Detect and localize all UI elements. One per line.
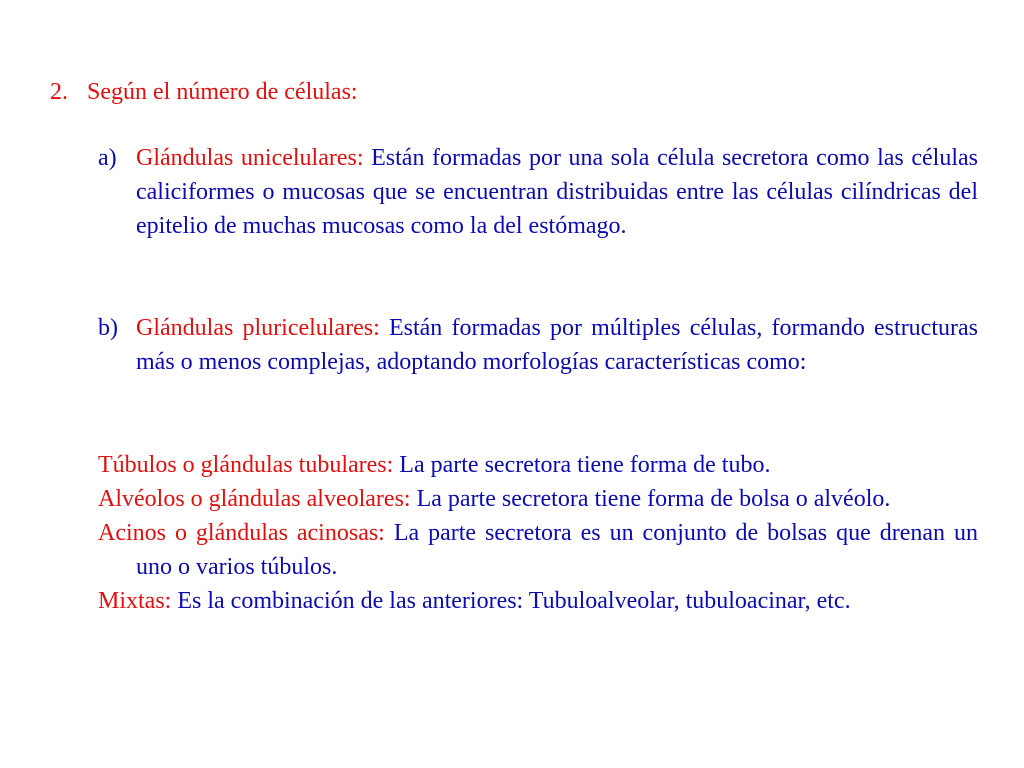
list-marker: b) <box>98 315 118 341</box>
type-term: Mixtas: <box>98 588 172 614</box>
gland-types-list <box>98 448 978 618</box>
term-description: Están formadas por múltiples células, formando estructuras más o menos complejas, adoptando morfologías características como: <box>136 315 978 375</box>
list-item-body <box>136 311 978 379</box>
section-heading <box>50 76 950 109</box>
list-marker: a) <box>98 145 117 171</box>
list-item-unicelulares <box>98 141 978 243</box>
type-description: Es la combinación de las anteriores: Tubuloalveolar, tubuloacinar, etc. <box>171 588 851 614</box>
term-label: Glándulas pluricelulares: <box>136 315 380 341</box>
type-entry-acinosas <box>98 516 978 584</box>
type-description: La parte secretora tiene forma de bolsa o alvéolo. <box>410 486 891 512</box>
type-entry-mixtas <box>98 584 978 618</box>
list-item-body <box>136 141 978 243</box>
term-description: Están formadas por una sola célula secretora como las células caliciformes o mucosas que se encuentran distribuidas entre las células cilíndricas del epitelio de muchas mucosas como la del estómago. <box>136 145 978 239</box>
type-entry-alveolares <box>98 482 978 516</box>
section-number: 2. <box>50 79 68 105</box>
type-term: Túbulos o glándulas tubulares: <box>98 452 394 478</box>
term-label: Glándulas unicelulares: <box>136 145 364 171</box>
type-description: La parte secretora tiene forma de tubo. <box>393 452 771 478</box>
list-item-pluricelulares <box>98 311 978 379</box>
type-term: Acinos o glándulas acinosas: <box>98 520 385 546</box>
type-term: Alvéolos o glándulas alveolares: <box>98 486 411 512</box>
section-title: Según el número de células: <box>87 79 358 105</box>
type-entry-tubulares <box>98 448 978 482</box>
type-description: La parte secretora es un conjunto de bolsas que drenan un uno o varios túbulos. <box>136 520 978 580</box>
